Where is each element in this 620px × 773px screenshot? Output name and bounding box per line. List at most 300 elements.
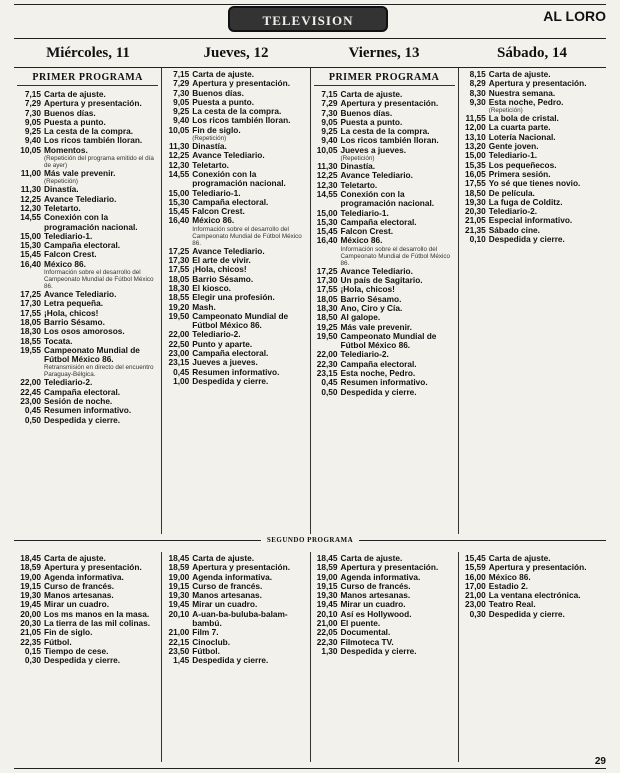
listing-title: ¡Hola, chicos! (340, 284, 395, 295)
listing-title: Avance Telediario. (192, 245, 265, 256)
listing-time: 7,29 (24, 98, 41, 109)
listing-title: Apertura y presentación. (488, 562, 587, 573)
listing-time: 20,30 (20, 618, 41, 629)
listing-title: ¡Hola, chicos! (192, 264, 247, 275)
listing-title: Mash. (192, 301, 216, 312)
listing-title: Carta de ajuste. (488, 69, 551, 79)
listing-title: Mirar un cuadro. (340, 599, 406, 610)
listing-title: Tiempo de cese. (44, 645, 109, 656)
listing-time: 15,00 (168, 187, 190, 198)
listing-time: 17,25 (168, 245, 190, 256)
listing-title: Agenda informativa. (340, 571, 421, 582)
listing-title: Conexión con la programación nacional. (340, 188, 435, 209)
listing-entry (462, 610, 603, 619)
listing-title: ¡Hola, chicos! (44, 307, 99, 318)
listing-title: México 86. (488, 571, 531, 582)
listing-title: Un país de Sagitario. (340, 275, 423, 286)
listing-title: Falcon Crest. (192, 206, 245, 217)
listing-title: Avance Telediario. (340, 265, 413, 276)
listing-title: A-uan-ba-buluba-balam-bambú. (192, 608, 288, 629)
second-col-thursday (162, 552, 310, 762)
listing-title: Esta noche, Pedro. (488, 96, 564, 107)
listing-time: 19,50 (316, 330, 338, 341)
listing-title: Tocata. (44, 335, 73, 346)
listing-title: Carta de ajuste. (340, 89, 403, 99)
listing-time: 11,30 (20, 184, 41, 195)
listing-title: Apertura y presentación. (340, 562, 439, 573)
listing-title: Apertura y presentación. (44, 98, 142, 109)
listing-time: 19,15 (168, 580, 190, 591)
listing-description: (Repetición del programa emitido el día de ayer) (44, 155, 154, 170)
listing-title: Resumen informativo. (44, 405, 132, 416)
listing-time: 23,00 (168, 348, 190, 359)
listing-time: 19,20 (168, 301, 190, 312)
listing-time: 9,25 (173, 106, 190, 117)
listing-title: Campaña electoral. (44, 386, 121, 397)
listing-time: 17,55 (168, 264, 190, 275)
listing-time: 0,15 (24, 645, 41, 656)
listing-title: Agenda informativa. (44, 571, 124, 582)
listing-time: 22,45 (20, 386, 41, 397)
listing-time: 23,50 (168, 645, 190, 656)
top-rule (14, 4, 606, 5)
listing-time: 23,15 (168, 357, 190, 368)
listing-title: Los ricos también lloran. (44, 135, 143, 146)
listing-time: 17,30 (316, 275, 338, 286)
listing-title: Despedida y cierre. (488, 234, 565, 245)
listing-time: 22,05 (316, 627, 338, 638)
listing-time: 19,30 (20, 590, 41, 601)
listing-time: 1,45 (173, 655, 190, 666)
listing-title: Lotería Nacional. (488, 131, 556, 142)
listing-time: 18,55 (20, 335, 41, 346)
listing-title: El kiosco. (192, 282, 231, 293)
listing-entry (462, 98, 603, 114)
listing-time: 21,05 (20, 627, 41, 638)
listing-time: 11,30 (168, 141, 190, 152)
listing-title: Carta de ajuste. (488, 553, 551, 563)
listing-time: 9,25 (321, 126, 338, 137)
listing-time: 0,45 (173, 366, 190, 377)
listing-title: Despedida y cierre. (340, 645, 417, 656)
listing-title: Telediario-1. (192, 187, 241, 198)
listing-time: 17,25 (316, 265, 338, 276)
listing-time: 15,35 (464, 159, 486, 170)
day-wednesday: Miércoles, 11 (46, 45, 130, 61)
listing-title: Campeonato Mundial de Fútbol México 86. (340, 330, 437, 351)
listing-title: Despedida y cierre. (44, 655, 121, 666)
listing-time: 7,29 (173, 78, 190, 89)
listing-time: 11,55 (465, 113, 486, 124)
listing-title: La cesta de la compra. (192, 106, 282, 117)
listing-time: 8,29 (469, 78, 486, 89)
listing-time: 19,15 (20, 580, 41, 591)
listing-time: 10,05 (316, 144, 338, 155)
listing-title: Dinastía. (340, 161, 376, 172)
listing-title: Fin de siglo. (192, 124, 241, 135)
listing-time: 15,00 (316, 207, 338, 218)
listing-title: Los ricos también lloran. (192, 115, 291, 126)
listing-time: 19,30 (464, 196, 486, 207)
listing-title: Apertura y presentación. (192, 78, 290, 89)
listing-time: 19,45 (168, 599, 190, 610)
listing-entry (165, 126, 306, 142)
listing-entry (165, 656, 306, 665)
listing-entry (314, 647, 455, 656)
listing-title: La ventana electrónica. (488, 590, 581, 601)
listing-time: 18,30 (168, 282, 190, 293)
listing-title: Elegir una profesión. (192, 292, 275, 303)
listing-time: 14,55 (168, 168, 190, 179)
listing-description: (Repetición) (488, 107, 523, 115)
listing-entry (314, 236, 455, 266)
listing-time: 23,00 (464, 599, 486, 610)
listing-title: Avance Telediario. (340, 170, 413, 181)
listing-time: 22,15 (168, 636, 190, 647)
listing-time: 16,40 (316, 235, 338, 246)
listing-description: (Repetición) (44, 178, 78, 186)
listing-time: 1,30 (321, 645, 338, 656)
listing-title: Manos artesanas. (192, 590, 262, 601)
listing-title: La fuga de Colditz. (488, 196, 563, 207)
day-header-row (14, 38, 606, 68)
listing-time: 15,30 (168, 196, 190, 207)
listing-time: 10,05 (168, 124, 190, 135)
second-col-saturday (459, 552, 606, 762)
listing-time: 16,40 (168, 215, 190, 226)
listing-time: 18,50 (464, 187, 486, 198)
listing-time: 0,50 (24, 414, 41, 425)
listing-title: Teletarto. (192, 159, 229, 170)
listing-time: 16,05 (464, 168, 486, 179)
listing-entry (314, 388, 455, 397)
listing-time: 18,05 (20, 316, 41, 327)
listing-time: 11,30 (317, 161, 338, 172)
listing-title: Apertura y presentación. (340, 98, 439, 109)
listing-title: El arte de vivir. (192, 255, 251, 266)
listing-title: Más vale prevenir. (340, 321, 412, 332)
listing-time: 22,30 (316, 636, 338, 647)
listing-title: Esta noche, Pedro. (340, 368, 416, 379)
listing-entry (314, 332, 455, 351)
listing-title: Telediario-2. (192, 329, 241, 340)
listing-title: México 86. (44, 258, 86, 269)
listing-title: Despedida y cierre. (192, 375, 269, 386)
listing-title: Despedida y cierre. (192, 655, 269, 666)
listing-title: Mirar un cuadro. (44, 599, 110, 610)
listing-title: Yo sé que tienes novio. (488, 178, 581, 189)
listing-title: Telediario-1. (340, 207, 389, 218)
listing-title: Punto y aparte. (192, 338, 253, 349)
day-saturday: Sábado, 14 (496, 45, 568, 61)
listing-title: Campaña electoral. (192, 348, 269, 359)
listing-title: Sesión de noche. (44, 396, 113, 407)
listing-time: 22,30 (316, 358, 338, 369)
listing-time: 19,45 (20, 599, 41, 610)
listing-title: Al galope. (340, 312, 381, 323)
listing-time: 0,50 (321, 386, 338, 397)
listing-title: Jueves a jueves. (192, 357, 258, 368)
listing-time: 7,30 (173, 87, 190, 98)
listing-title: Barrio Sésamo. (192, 273, 254, 284)
listing-title: Nuestra semana. (488, 87, 556, 98)
listing-title: Puesta a punto. (340, 116, 403, 127)
listing-time: 23,00 (20, 396, 41, 407)
listing-entry (314, 146, 455, 162)
listing-title: Telediario-2. (340, 349, 389, 360)
first-col-thursday (162, 68, 310, 534)
page-number: 29 (594, 756, 606, 767)
listing-title: Carta de ajuste. (340, 553, 403, 563)
listing-title: Documental. (340, 627, 391, 638)
listing-entry (165, 170, 306, 189)
listing-title: La cuarta parte. (488, 122, 551, 133)
listing-time: 0,30 (469, 608, 486, 619)
listing-title: Más vale prevenir. (44, 168, 116, 179)
listing-title: Curso de francés. (340, 580, 411, 591)
listing-time: 20,30 (464, 206, 486, 217)
first-programme-label: PRIMER PROGRAMA (314, 72, 455, 86)
listing-time: 7,15 (173, 69, 190, 79)
listing-time: 19,00 (20, 571, 41, 582)
listing-description: Información sobre el desarrollo del Campeonato Mundial de Fútbol México 86. (340, 245, 451, 267)
listing-description: (Repetición) (192, 135, 227, 143)
first-programme-grid (14, 68, 606, 534)
listing-time: 22,50 (168, 338, 190, 349)
listing-time: 20,10 (316, 608, 338, 619)
listing-time: 18,05 (316, 293, 338, 304)
listing-time: 21,05 (464, 215, 486, 226)
listing-title: Así es Hollywood. (340, 608, 412, 619)
listing-title: Sábado cine. (488, 224, 540, 235)
first-col-friday (311, 68, 459, 534)
listing-time: 7,29 (321, 98, 338, 109)
listing-time: 15,00 (464, 150, 486, 161)
listing-time: 18,05 (168, 273, 190, 284)
listing-time: 18,59 (168, 562, 190, 573)
listing-title: Dinastía. (44, 184, 79, 195)
listing-time: 9,40 (173, 115, 190, 126)
listing-time: 18,45 (168, 553, 190, 563)
listing-title: Teletarto. (44, 202, 81, 213)
listing-title: Carta de ajuste. (44, 89, 106, 99)
listing-title: Barrio Sésamo. (44, 316, 105, 327)
listing-title: Teletarto. (340, 179, 378, 190)
listing-time: 12,25 (316, 170, 338, 181)
listing-title: Telediario-1. (44, 230, 93, 241)
listing-time: 22,00 (168, 329, 190, 340)
listing-title: Teatro Real. (488, 599, 536, 610)
listing-title: Resumen informativo. (340, 377, 428, 388)
listing-title: Filmoteca TV. (340, 636, 394, 647)
listing-title: Primera sesión. (488, 168, 551, 179)
listing-title: Telediario-2. (44, 377, 93, 388)
listing-title: Puesta a punto. (44, 116, 106, 127)
listing-time: 23,15 (316, 368, 338, 379)
listing-time: 21,00 (316, 618, 338, 629)
listing-title: La cesta de la compra. (340, 126, 430, 137)
bottom-rule (14, 768, 606, 769)
listing-title: Telediario-2. (488, 206, 538, 217)
listing-time: 16,40 (20, 258, 41, 269)
listing-description: Información sobre el desarrollo del Campeonato Mundial de Fútbol México 86. (192, 225, 302, 247)
listing-time: 17,30 (168, 255, 190, 266)
second-programme-grid (14, 552, 606, 762)
listing-title: Estadio 2. (488, 580, 528, 591)
listing-time: 20,10 (168, 608, 190, 619)
listing-time: 18,55 (168, 292, 190, 303)
listing-time: 12,30 (316, 179, 338, 190)
listing-time: 16,00 (464, 571, 486, 582)
listing-time: 18,30 (316, 302, 338, 313)
listing-title: Los ms manos en la masa. (44, 608, 150, 619)
listing-title: Mirar un cuadro. (192, 599, 258, 610)
listing-title: Gente joven. (488, 141, 539, 152)
listing-title: México 86. (192, 215, 235, 226)
listing-time: 17,30 (20, 298, 41, 309)
listing-time: 17,55 (464, 178, 486, 189)
listing-entry (165, 312, 306, 331)
listing-title: Avance Telediario. (192, 150, 265, 161)
listing-time: 15,45 (20, 249, 41, 260)
listing-title: La tierra de las mil colinas. (44, 618, 151, 629)
listing-title: Conexión con la programación nacional. (44, 212, 138, 232)
first-col-saturday (459, 68, 606, 534)
listing-time: 9,05 (24, 116, 41, 127)
listing-time: 8,30 (469, 87, 486, 98)
listing-title: Despedida y cierre. (340, 386, 417, 397)
listing-entry (17, 260, 158, 290)
listing-title: Barrio Sésamo. (340, 293, 402, 304)
listing-time: 17,00 (464, 580, 486, 591)
first-programme-label: PRIMER PROGRAMA (17, 72, 158, 86)
listing-time: 18,59 (316, 562, 338, 573)
listing-time: 0,45 (321, 377, 338, 388)
listing-time: 12,30 (20, 202, 41, 213)
listing-title: Los osos amorosos. (44, 326, 125, 337)
listing-time: 18,45 (20, 553, 41, 563)
listing-entry (17, 416, 158, 425)
listing-description: Retransmisión en directo del encuentro Paraguay-Bélgica. (44, 364, 154, 379)
listing-title: Fútbol. (192, 645, 220, 656)
listing-time: 17,55 (20, 307, 41, 318)
listing-title: Carta de ajuste. (192, 553, 255, 563)
listing-time: 19,45 (316, 599, 338, 610)
listing-title: Manos artesanas. (340, 590, 411, 601)
listing-title: México 86. (340, 235, 383, 246)
listing-title: Campaña electoral. (192, 196, 269, 207)
listing-title: Ano, Ciro y Cía. (340, 302, 403, 313)
listing-title: Los ricos también lloran. (340, 135, 439, 146)
listing-time: 19,15 (316, 580, 338, 591)
listing-title: Letra pequeña. (44, 298, 104, 309)
listing-title: Curso de francés. (192, 580, 263, 591)
listing-title: Fin de siglo. (44, 627, 93, 638)
listing-time: 18,50 (316, 312, 338, 323)
listing-time: 1,00 (173, 375, 190, 386)
listing-time: 15,45 (464, 553, 486, 563)
listing-time: 22,35 (20, 636, 41, 647)
listing-time: 12,25 (20, 193, 41, 204)
listing-time: 9,05 (173, 96, 190, 107)
listing-time: 15,30 (20, 240, 41, 251)
listing-time: 17,25 (20, 289, 41, 300)
listing-time: 9,40 (321, 135, 338, 146)
listing-time: 21,00 (464, 590, 486, 601)
listing-title: Puesta a punto. (192, 96, 255, 107)
listing-time: 20,00 (20, 608, 41, 619)
listing-title: Falcon Crest. (44, 249, 97, 260)
listing-time: 15,59 (464, 562, 486, 573)
listing-entry (165, 216, 306, 246)
listing-entry (17, 346, 158, 379)
listing-time: 19,55 (20, 344, 41, 355)
section-title: AL LORO (543, 8, 606, 24)
listing-description: (Repetición) (340, 155, 375, 163)
listing-time: 19,00 (316, 571, 338, 582)
listing-title: Avance Telediario. (44, 193, 117, 204)
listing-title: Curso de francés. (44, 580, 115, 591)
listing-title: Cinoclub. (192, 636, 231, 647)
listing-time: 19,30 (168, 590, 190, 601)
listing-time: 0,10 (469, 234, 486, 245)
listing-time: 21,35 (464, 224, 486, 235)
listing-time: 15,30 (316, 216, 338, 227)
listing-time: 9,40 (24, 135, 41, 146)
listing-title: Manos artesanas. (44, 590, 114, 601)
listing-title: Los pequeñecos. (488, 159, 557, 170)
second-programme-label: SEGUNDO PROGRAMA (261, 536, 359, 544)
listing-title: De película. (488, 187, 535, 198)
listing-title: Apertura y presentación. (192, 562, 290, 573)
listing-time: 14,55 (316, 188, 338, 199)
listing-time: 7,15 (24, 89, 41, 99)
listing-time: 9,25 (24, 126, 41, 137)
listing-title: Jueves a jueves. (340, 144, 407, 155)
listing-time: 12,00 (464, 122, 486, 133)
listing-time: 19,50 (168, 310, 190, 321)
listing-time: 14,55 (20, 212, 41, 223)
listing-time: 15,45 (168, 206, 190, 217)
listing-entry (165, 610, 306, 629)
listing-time: 18,30 (20, 326, 41, 337)
listing-time: 7,15 (321, 89, 338, 99)
listing-time: 0,45 (24, 405, 41, 416)
listing-title: Falcon Crest. (340, 226, 394, 237)
listing-time: 7,30 (24, 107, 41, 118)
listing-time: 18,59 (20, 562, 41, 573)
listing-time: 10,05 (20, 144, 41, 155)
second-col-wednesday (14, 552, 162, 762)
listing-title: Momentos. (44, 144, 88, 155)
listing-time: 15,45 (316, 226, 338, 237)
listing-title: Despedida y cierre. (488, 608, 565, 619)
listing-title: Despedida y cierre. (44, 414, 121, 425)
listing-entry (314, 190, 455, 209)
listing-time: 9,05 (321, 116, 338, 127)
listing-title: Conexión con la programación nacional. (192, 168, 286, 189)
listing-title: Campeonato Mundial de Fútbol México 86. (44, 344, 140, 365)
listing-title: El puente. (340, 618, 381, 629)
television-banner: TELEVISION (228, 6, 388, 32)
listing-title: Dinastía. (192, 141, 227, 152)
listing-description: Información sobre el desarrollo del Campeonato Mundial de Fútbol México 86. (44, 269, 154, 291)
listing-entry (165, 377, 306, 386)
listing-title: Agenda informativa. (192, 571, 273, 582)
listing-entry (17, 169, 158, 185)
listing-time: 22,00 (316, 349, 338, 360)
listing-entry (17, 213, 158, 232)
